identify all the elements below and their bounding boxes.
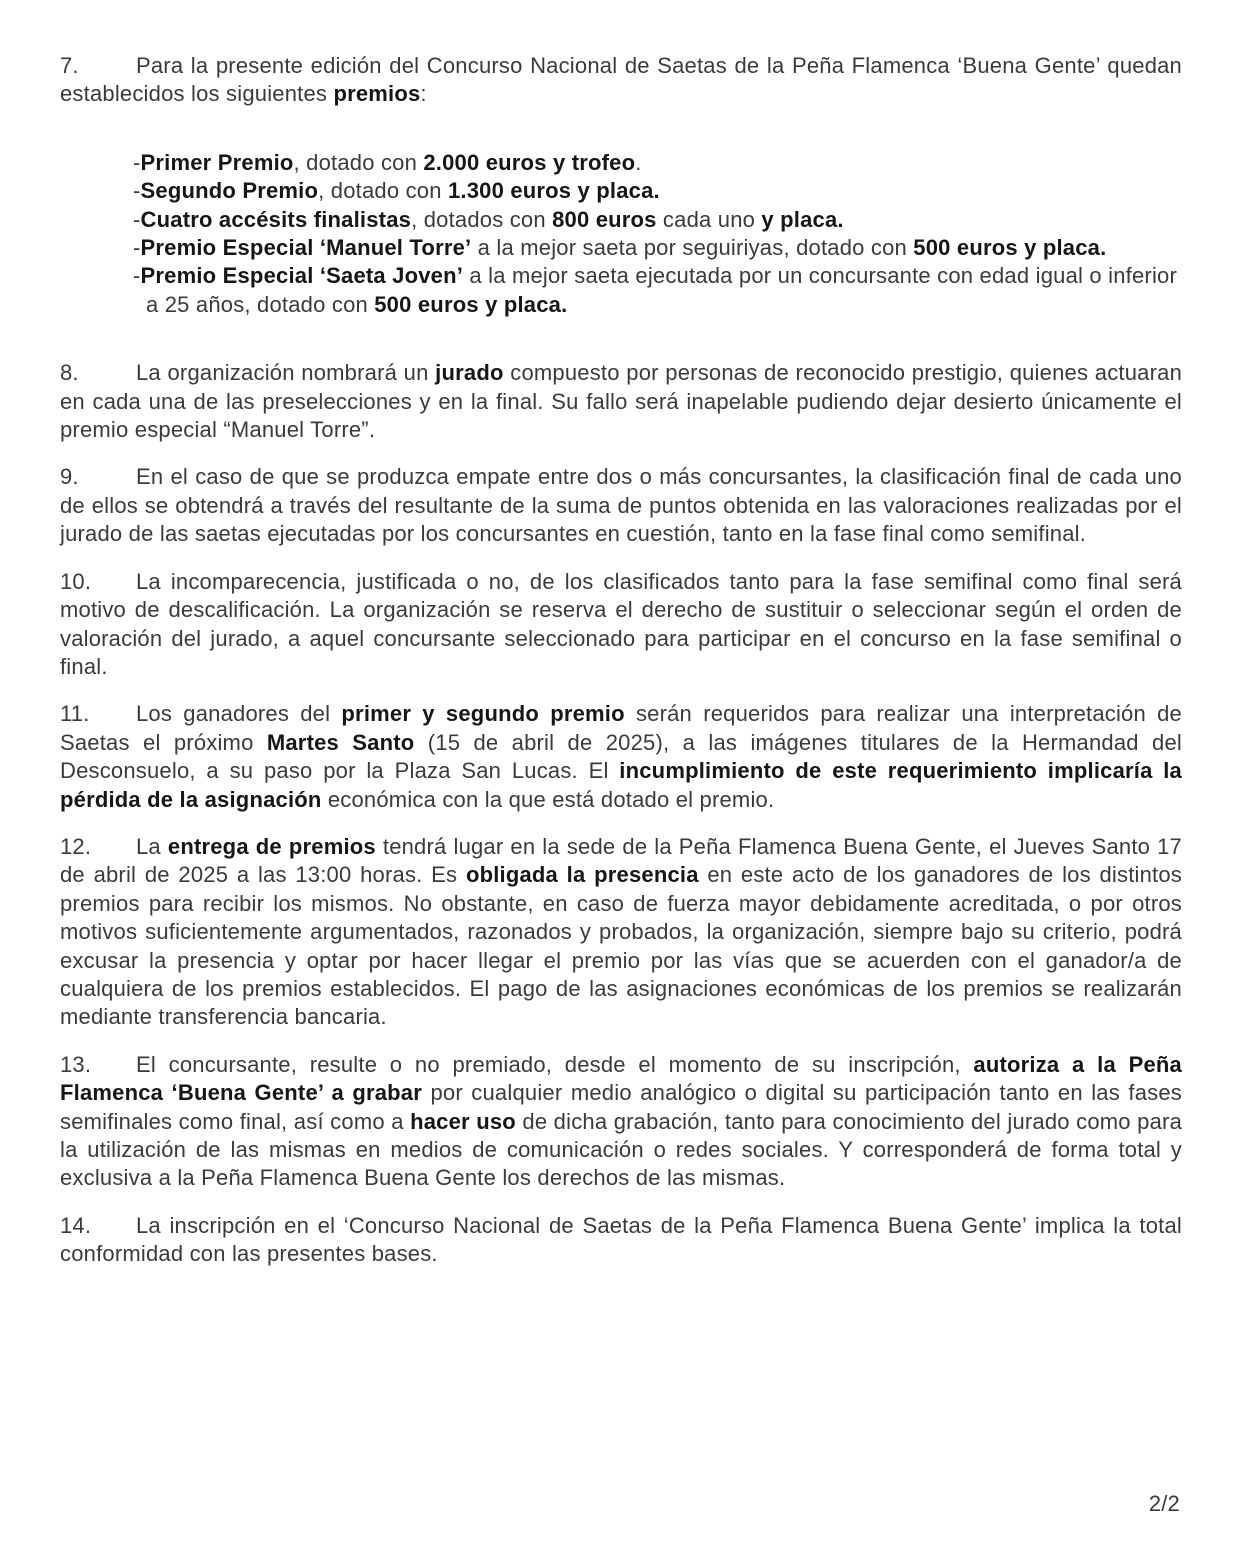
body-text: Para la presente edición del Concurso Nacional de Saetas de la Peña Flamenca ‘Buena Gente’ quedan establecidos los siguientes (60, 53, 1182, 107)
body-text: : (420, 81, 427, 107)
emphasis-text: autoriza a la Peña Flamenca ‘Buena Gente’ a grabar (60, 1051, 1182, 1106)
body-text: cada uno (656, 206, 762, 232)
prize-list-item (60, 149, 1182, 177)
clause-number: 9. (60, 464, 79, 490)
body-text: compuesto por personas de reconocido prestigio, quienes actuaran en cada una de las preselecciones y en la final. Su fallo será inapelable pudiendo dejar desierto únicamente el premio especial “Manuel Torre”. (60, 360, 1182, 443)
clause-paragraph-12 (60, 833, 1182, 1032)
body-text: en este acto de los ganadores de los distintos premios para recibir los mismos. No obstante, en caso de fuerza mayor debidamente acreditada, o por otros motivos suficientemente argumentados, razonados y probados, la organización, siempre bajo su criterio, podrá excusar la presencia y optar por hacer llegar el premio por las vías que se acuerden con el ganador/a de cualquiera de los premios establecidos. El pago de las asignaciones económicas de los premios se realizarán mediante transferencia bancaria. (60, 862, 1183, 1030)
page-number: 2/2 (1148, 1491, 1180, 1516)
emphasis-text: primer y segundo premio (341, 701, 625, 727)
emphasis-text: hacer uso (410, 1108, 516, 1134)
clause-paragraph-13 (60, 1051, 1182, 1193)
body-text: Los ganadores del (136, 701, 342, 727)
clause-number: 14. (60, 1212, 92, 1238)
emphasis-text: 1.300 euros y placa. (447, 178, 660, 204)
body-text: - (133, 263, 141, 289)
body-text: , dotados con (411, 206, 553, 232)
body-text: La (136, 833, 168, 859)
body-text: de dicha grabación, tanto para conocimiento del jurado como para la utilización de las mismas en medios de comunicación o redes sociales. Y corresponderá de forma total y exclusiva a la Peña Flamenca Buena Gente los derechos de las mismas. (60, 1108, 1183, 1191)
emphasis-text: incumplimiento de este requerimiento implicaría la pérdida de la asignación (60, 758, 1182, 812)
body-text: serán requeridos para realizar una interpretación de Saetas el próximo (60, 701, 1182, 755)
emphasis-text: Martes Santo (266, 729, 415, 755)
emphasis-text: premios (333, 81, 421, 107)
body-text: por cualquier medio analógico o digital su participación tanto en las fases semifinales como final, así como a (60, 1080, 1182, 1134)
clause-number: 12. (60, 833, 92, 859)
body-text: a la mejor saeta por seguiriyas, dotado con (471, 235, 914, 261)
prize-list-item (60, 177, 1182, 205)
emphasis-text: 2.000 euros y trofeo (423, 149, 636, 175)
clause-number: 7. (60, 53, 79, 78)
body-text: La incomparecencia, justificada o no, de los clasificados tanto para la fase semifinal como final será motivo de descalificación. La organización se reserva el derecho de sustituir o seleccionar según el orden de valoración del jurado, a aquel concursante seleccionado para participar en el concurso en la fase semifinal o final. (60, 568, 1182, 679)
prize-list-item (60, 206, 1182, 234)
emphasis-text: y placa. (761, 206, 844, 232)
clause-paragraph-14 (60, 1212, 1182, 1269)
emphasis-text: 500 euros y placa. (374, 291, 568, 317)
clause-number: 11. (60, 701, 90, 727)
emphasis-text: 500 euros y placa. (913, 235, 1107, 261)
body-text: - (133, 149, 141, 175)
body-text: , dotado con (293, 149, 424, 175)
document-page (60, 52, 1182, 1288)
emphasis-text: Segundo Premio (140, 178, 319, 204)
clause-number: 8. (60, 360, 79, 386)
body-text: tendrá lugar en la sede de la Peña Flamenca Buena Gente, el Jueves Santo 17 de abril de 2025 a las 13:00 horas. Es (60, 833, 1182, 888)
body-text: En el caso de que se produzca empate entre dos o más concursantes, la clasificación final de cada uno de ellos se obtendrá a través del resultante de la suma de puntos obtenida en las valoraciones realizadas por el jurado de las saetas ejecutadas por los concursantes en cuestión, tanto en la fase final como semifinal. (60, 464, 1182, 547)
body-text: - (133, 178, 141, 204)
body-text: La inscripción en el ‘Concurso Nacional de Saetas de la Peña Flamenca Buena Gente’ implica la total conformidad con las presentes bases. (60, 1212, 1182, 1267)
body-text: La organización nombrará un (136, 360, 436, 386)
clause-number: 10. (60, 568, 92, 594)
clause-number: 13. (60, 1051, 92, 1077)
body-text: económica con la que está dotado el premio. (321, 786, 775, 812)
body-text: . (635, 149, 642, 175)
prize-list-item (60, 234, 1182, 262)
body-text: , dotado con (318, 178, 448, 204)
clause-paragraph-10 (60, 568, 1182, 682)
clause-paragraph-9 (60, 463, 1182, 548)
body-text: - (133, 235, 141, 261)
body-text: a la mejor saeta ejecutada por un concursante con edad igual o inferior a 25 años, dotado con (146, 263, 1177, 317)
clause-paragraph-7 (60, 52, 1182, 109)
clause-paragraph-11 (60, 700, 1182, 814)
emphasis-text: entrega de premios (167, 833, 376, 859)
emphasis-text: Cuatro accésits finalistas (140, 206, 412, 232)
body-text: (15 de abril de 2025), a las imágenes titulares de la Hermandad del Desconsuelo, a su paso por la Plaza San Lucas. El (60, 729, 1182, 784)
prize-list (60, 128, 1182, 319)
body-text: - (133, 206, 141, 232)
emphasis-text: Premio Especial ‘Manuel Torre’ (140, 235, 472, 261)
prize-list-item (60, 262, 1182, 319)
emphasis-text: Premio Especial ‘Saeta Joven’ (140, 263, 464, 289)
body-text: El concursante, resulte o no premiado, desde el momento de su inscripción, (136, 1051, 974, 1077)
clause-paragraph-8 (60, 359, 1182, 444)
emphasis-text: Primer Premio (140, 149, 294, 175)
emphasis-text: 800 euros (552, 206, 657, 232)
emphasis-text: jurado (435, 360, 504, 386)
emphasis-text: obligada la presencia (465, 862, 699, 888)
